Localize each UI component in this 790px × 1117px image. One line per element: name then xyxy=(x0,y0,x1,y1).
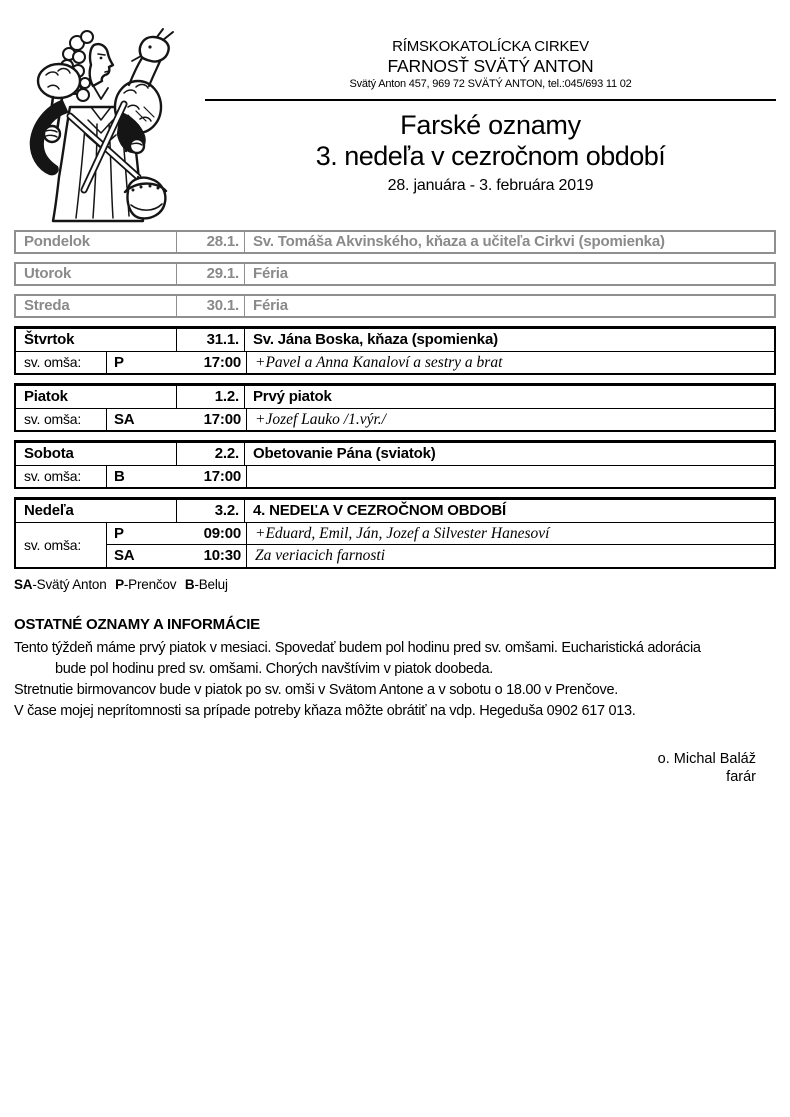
day-feast: Sv. Tomáša Akvinského, kňaza a učiteľa Cirkvi (spomienka) xyxy=(253,233,665,250)
mass-time: 17:00 xyxy=(203,410,241,428)
header-divider xyxy=(205,99,776,101)
day-feast: Féria xyxy=(253,265,288,282)
mass-place: P xyxy=(114,524,124,542)
signature-role: farár xyxy=(726,768,756,785)
mass-group xyxy=(16,522,774,567)
day-feast: Féria xyxy=(253,297,288,314)
mass-place: P xyxy=(114,353,124,371)
mass-intention: +Eduard, Emil, Ján, Jozef a Silvester Hanesoví xyxy=(255,524,550,542)
document-title: Farské oznamy xyxy=(400,110,581,140)
day-row xyxy=(16,296,774,316)
day-row xyxy=(16,500,774,522)
good-shepherd-logo-icon xyxy=(24,27,196,225)
day-name: Štvrtok xyxy=(16,329,177,351)
schedule-block-thursday xyxy=(14,326,776,375)
schedule-block-friday xyxy=(14,383,776,432)
mass-place: B xyxy=(114,467,125,485)
day-name: Utorok xyxy=(16,264,177,284)
mass-place-time xyxy=(107,545,247,567)
mass-label: sv. omša: xyxy=(16,352,107,374)
schedule-block-sunday xyxy=(14,497,776,569)
signature-name: o. Michal Baláž xyxy=(657,750,756,767)
day-row xyxy=(16,264,774,284)
day-date: 31.1. xyxy=(177,329,245,351)
parish-name: FARNOSŤ SVÄTÝ ANTON xyxy=(387,56,594,76)
signature-block xyxy=(14,750,776,786)
day-row xyxy=(16,329,774,351)
mass-intention: Za veriacich farnosti xyxy=(255,547,386,564)
mass-label: sv. omša: xyxy=(16,409,107,431)
parish-address: Svätý Anton 457, 969 72 SVÄTÝ ANTON, tel.:045/693 11 02 xyxy=(349,78,632,90)
mass-place-time xyxy=(107,352,247,374)
announcement-line: V čase mojej neprítomnosti sa prípade potreby kňaza môžte obrátiť na vdp. Hegeduša 0902 617 013. xyxy=(14,703,636,720)
mass-label: sv. omša: xyxy=(16,466,107,488)
mass-place-time xyxy=(107,523,247,545)
day-name: Sobota xyxy=(16,443,177,465)
legend-item: SA-Svätý Anton xyxy=(14,576,107,592)
day-feast: 4. NEDEĽA V CEZROČNOM OBDOBÍ xyxy=(253,502,507,519)
letterhead xyxy=(205,38,776,195)
mass-row xyxy=(107,544,774,567)
day-row xyxy=(16,386,774,408)
mass-intention: +Jozef Lauko /1.výr./ xyxy=(255,410,386,428)
organization-name: RÍMSKOKATOLÍCKA CIRKEV xyxy=(392,38,589,55)
mass-place-time xyxy=(107,409,247,431)
day-row xyxy=(16,232,774,252)
day-feast: Obetovanie Pána (sviatok) xyxy=(253,445,436,462)
mass-intention xyxy=(247,466,774,488)
schedule-block-monday xyxy=(14,230,776,254)
day-row xyxy=(16,443,774,465)
mass-row xyxy=(107,466,774,488)
document-date-range: 28. januára - 3. februára 2019 xyxy=(387,177,594,194)
day-date: 1.2. xyxy=(177,386,245,408)
schedule-block-tuesday xyxy=(14,262,776,286)
mass-time: 17:00 xyxy=(203,467,241,485)
mass-group xyxy=(16,351,774,374)
day-date: 29.1. xyxy=(177,264,245,284)
bulletin-content xyxy=(14,230,776,786)
schedule-block-wednesday xyxy=(14,294,776,318)
announcements-text xyxy=(14,638,776,723)
day-name: Piatok xyxy=(16,386,177,408)
day-feast: Sv. Jána Boska, kňaza (spomienka) xyxy=(253,331,498,348)
mass-time: 10:30 xyxy=(203,547,241,564)
mass-group xyxy=(16,465,774,488)
mass-row xyxy=(107,523,774,545)
place-code-legend xyxy=(14,577,776,592)
mass-place: SA xyxy=(114,547,135,564)
schedule-block-saturday xyxy=(14,440,776,489)
day-date: 28.1. xyxy=(177,232,245,252)
mass-row xyxy=(107,352,774,374)
day-date: 3.2. xyxy=(177,500,245,522)
announcement-line: Tento týždeň máme prvý piatok v mesiaci. Spovedať budem pol hodinu pred sv. omšami. Eucharistická adorácia xyxy=(14,639,701,656)
day-feast: Prvý piatok xyxy=(253,388,332,405)
mass-intention: +Pavel a Anna Kanaloví a sestry a brat xyxy=(255,353,503,371)
announcement-line: bude pol hodinu pred sv. omšami. Chorých navštívim v piatok doobeda. xyxy=(55,660,493,677)
mass-place: SA xyxy=(114,410,135,428)
day-name: Streda xyxy=(16,296,177,316)
day-name: Nedeľa xyxy=(16,500,177,522)
document-subtitle: 3. nedeľa v cezročnom období xyxy=(315,141,666,171)
announcements-heading: OSTATNÉ OZNAMY A INFORMÁCIE xyxy=(14,615,260,633)
day-date: 30.1. xyxy=(177,296,245,316)
legend-item: P-Prenčov xyxy=(115,576,177,592)
day-name: Pondelok xyxy=(16,232,177,252)
day-date: 2.2. xyxy=(177,443,245,465)
mass-group xyxy=(16,408,774,431)
mass-time: 17:00 xyxy=(203,353,241,371)
legend-item: B-Beluj xyxy=(184,576,228,592)
announcement-line: Stretnutie birmovancov bude v piatok po sv. omši v Svätom Antone a v sobotu o 18.00 v Prenčove. xyxy=(14,682,618,699)
mass-label: sv. omša: xyxy=(16,523,107,567)
mass-time: 09:00 xyxy=(203,524,241,542)
mass-row xyxy=(107,409,774,431)
mass-place-time xyxy=(107,466,247,488)
